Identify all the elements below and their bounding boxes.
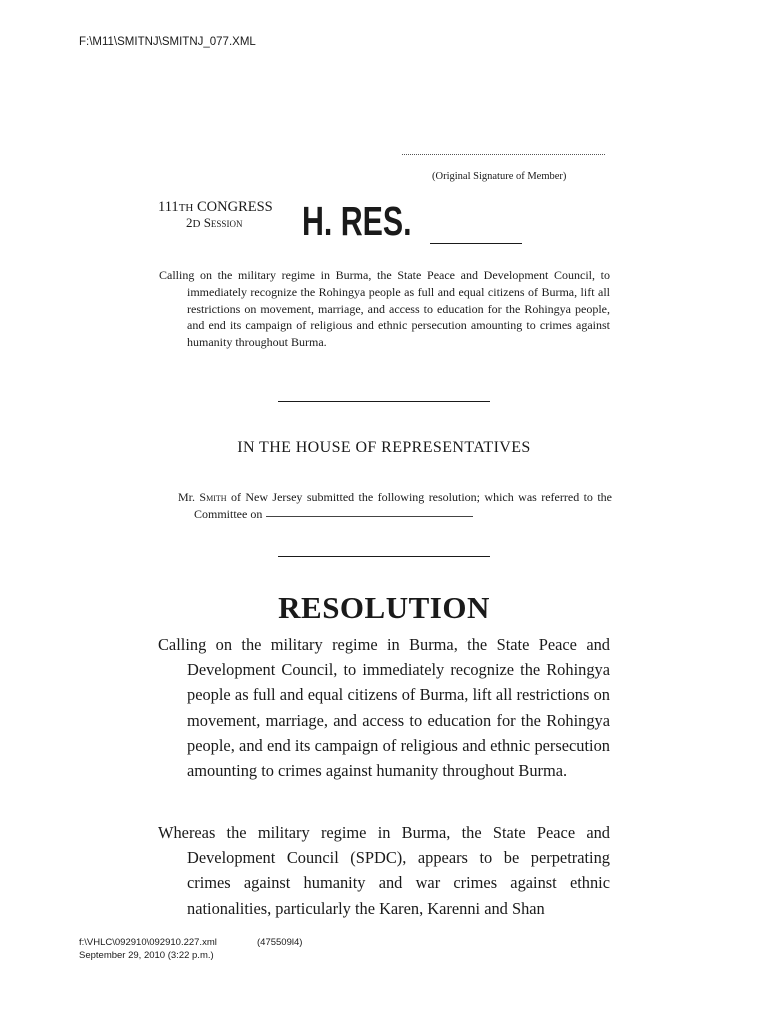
congress-number: 111 <box>158 199 179 215</box>
resolution-title: RESOLUTION <box>278 590 490 625</box>
house-heading: IN THE HOUSE OF REPRESENTATIVES <box>237 439 531 456</box>
file-path-header: F:\M11\SMITNJ\SMITNJ_077.XML <box>79 36 256 48</box>
resolution-number-blank <box>430 243 522 244</box>
congress-suffix: TH <box>178 202 194 214</box>
session-label <box>186 215 242 232</box>
footer-code: (475509l4) <box>257 937 303 948</box>
caption-paragraph: Calling on the military regime in Burma, the State Peace and Development Council, to immediately recognize the Rohingya people as full and equal citizens of Burma, lift all restrictions on movement, marriage, and access to education for the Rohingya people, and end its campaign of religious and ethnic persecution amounting to crimes against humanity throughout Burma. <box>159 268 610 350</box>
sponsor-text: of New Jersey submitted the following resolution; which was referred to the Committee on <box>194 490 612 521</box>
session-number: 2 <box>186 215 193 230</box>
footer-file-path: f:\VHLC\092910\092910.227.xml <box>79 937 217 948</box>
sponsor-prefix: Mr. <box>178 490 200 504</box>
divider-rule <box>278 556 490 557</box>
session-suffix: D <box>192 218 201 230</box>
sponsor-statement <box>178 489 612 523</box>
congress-label <box>158 199 273 216</box>
congress-word: CONGRESS <box>193 199 273 215</box>
session-word: Session <box>200 215 243 230</box>
footer-date: September 29, 2010 (3:22 p.m.) <box>79 950 214 961</box>
whereas-clause: Whereas the military regime in Burma, the State Peace and Development Council (SPDC), appears to be perpetrating crimes against humanity and war crimes against ethnic nationalities, particularly the Karen, Karenni and Shan <box>158 823 610 918</box>
committee-blank <box>266 516 473 517</box>
signature-line <box>402 154 605 155</box>
divider-rule <box>278 401 490 402</box>
sponsor-name: Smith <box>199 490 227 504</box>
signature-caption: (Original Signature of Member) <box>432 171 567 182</box>
doc-type-heading: H. RES. <box>302 198 412 244</box>
resolution-title-paragraph: Calling on the military regime in Burma, the State Peace and Development Council, to immediately recognize the Rohingya people as full and equal citizens of Burma, lift all restrictions on movement, marriage, and access to education for the Rohingya people, and end its campaign of religious and ethnic persecution amounting to crimes against humanity throughout Burma. <box>158 635 610 781</box>
